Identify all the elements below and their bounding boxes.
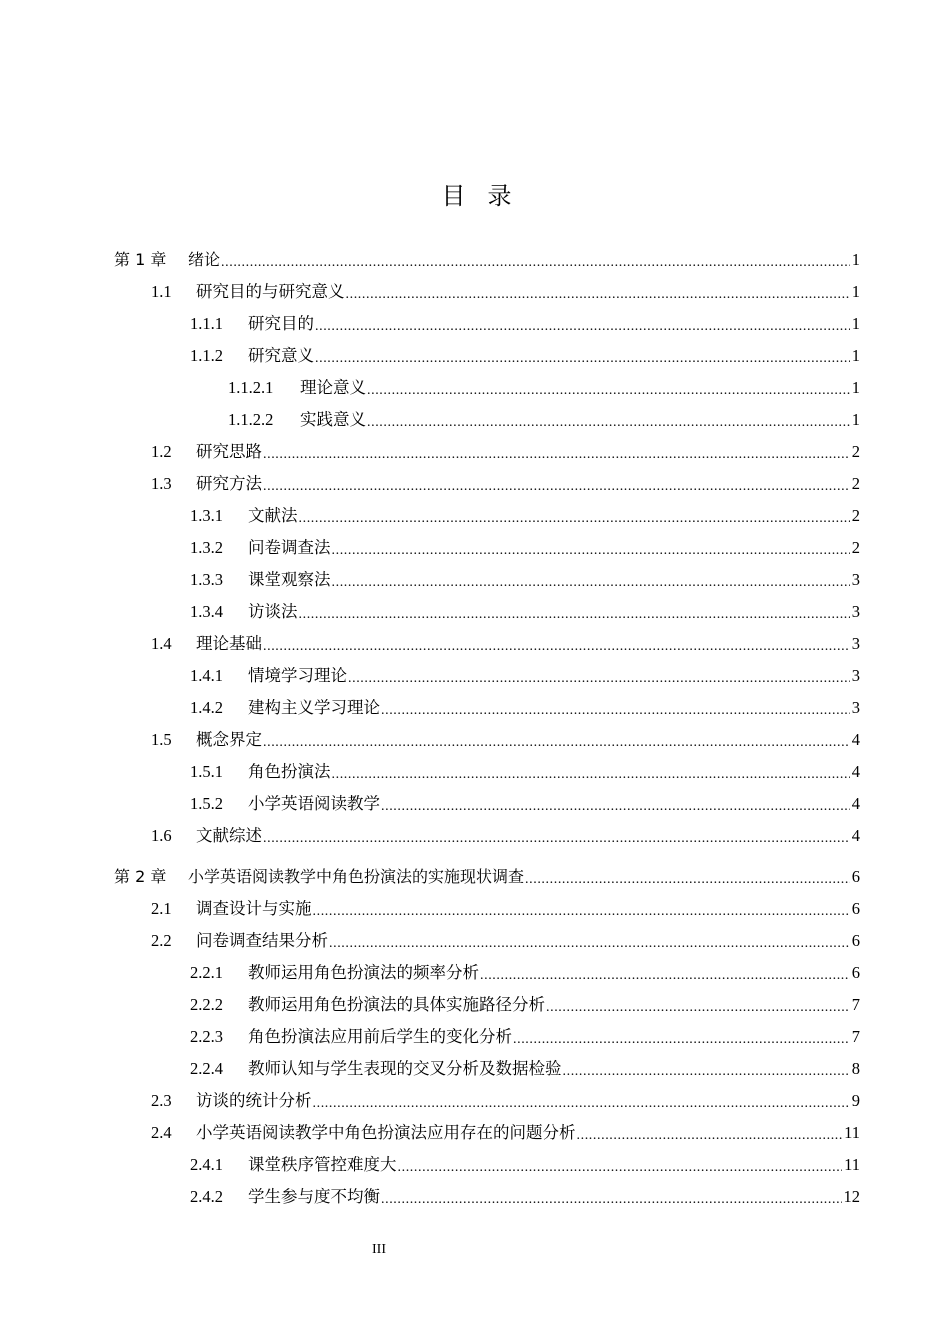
toc-entry[interactable] <box>114 661 860 691</box>
toc-entry-title: 访谈的统计分析 <box>196 1091 312 1110</box>
toc-dot-leader <box>313 1086 850 1116</box>
toc-entry[interactable] <box>114 1022 860 1052</box>
toc-entry-page: 3 <box>851 602 860 621</box>
toc-dot-leader <box>332 533 850 563</box>
toc-dot-leader <box>577 1118 843 1148</box>
toc-entry-page: 3 <box>851 570 860 589</box>
toc-entry-number: 2.2.2 <box>190 995 223 1014</box>
toc-heading: 目录 <box>441 182 534 210</box>
toc-entry-number: 2.2.3 <box>190 1027 223 1046</box>
toc-entry-page: 4 <box>851 730 860 749</box>
toc-entry-title: 小学英语阅读教学中角色扮演法应用存在的问题分析 <box>196 1123 576 1142</box>
toc-entry-title: 课堂秩序管控难度大 <box>248 1155 397 1174</box>
toc-dot-leader <box>525 862 850 892</box>
toc-entry-page: 12 <box>843 1187 860 1206</box>
toc-entry-page: 1 <box>851 250 860 269</box>
toc-entry-title: 研究目的 <box>248 314 314 333</box>
toc-dot-leader <box>546 990 850 1020</box>
toc-entry[interactable] <box>114 1150 860 1180</box>
toc-entry-title: 研究方法 <box>196 474 262 493</box>
toc-entry[interactable] <box>114 597 860 627</box>
toc-entry-title: 研究目的与研究意义 <box>196 282 345 301</box>
toc-dot-leader <box>299 597 850 627</box>
page-number-footer: III <box>372 1242 386 1257</box>
toc-dot-leader <box>332 565 850 595</box>
toc-entry[interactable] <box>114 990 860 1020</box>
toc-dot-leader <box>263 629 850 659</box>
toc-dot-leader <box>381 1182 842 1212</box>
toc-entry-number: 1.6 <box>151 826 172 845</box>
toc-dot-leader <box>315 341 850 371</box>
toc-entry[interactable] <box>114 629 860 659</box>
toc-entry-title: 课堂观察法 <box>248 570 331 589</box>
toc-dot-leader <box>513 1022 850 1052</box>
toc-entry-page: 9 <box>851 1091 860 1110</box>
toc-entry-number: 2.1 <box>151 899 172 918</box>
toc-entry-page: 3 <box>851 666 860 685</box>
toc-entry-page: 3 <box>851 634 860 653</box>
toc-entry-number: 1.3.3 <box>190 570 223 589</box>
toc-entry-title: 教师运用角色扮演法的频率分析 <box>248 963 479 982</box>
toc-dot-leader <box>480 958 850 988</box>
toc-entry-number: 1.1.1 <box>190 314 223 333</box>
toc-entry[interactable] <box>114 373 860 403</box>
toc-entry-title: 理论意义 <box>300 378 366 397</box>
toc-dot-leader <box>381 693 850 723</box>
toc-entry-title: 角色扮演法 <box>248 762 331 781</box>
toc-entry-number: 1.3.1 <box>190 506 223 525</box>
toc-dot-leader <box>313 894 850 924</box>
toc-entry-title: 小学英语阅读教学中角色扮演法的实施现状调查 <box>188 867 525 886</box>
toc-entry-number: 2.2.1 <box>190 963 223 982</box>
toc-entry-number: 第 1 章 <box>114 250 167 269</box>
toc-entry-number: 2.2 <box>151 931 172 950</box>
toc-entry-title: 问卷调查结果分析 <box>196 931 328 950</box>
toc-entry[interactable] <box>114 693 860 723</box>
toc-entry-title: 情境学习理论 <box>248 666 347 685</box>
toc-entry[interactable] <box>114 757 860 787</box>
toc-entry-number: 2.3 <box>151 1091 172 1110</box>
toc-entry[interactable] <box>114 926 860 956</box>
toc-entry-page: 6 <box>851 931 860 950</box>
toc-entry-number: 1.4 <box>151 634 172 653</box>
toc-entry-page: 4 <box>851 794 860 813</box>
toc-dot-leader <box>263 469 850 499</box>
toc-entry[interactable] <box>114 1054 860 1084</box>
toc-entry-title: 学生参与度不均衡 <box>248 1187 380 1206</box>
toc-entry[interactable] <box>114 1086 860 1116</box>
toc-entry[interactable] <box>114 1182 860 1212</box>
toc-dot-leader <box>263 821 850 851</box>
toc-entry-title: 研究意义 <box>248 346 314 365</box>
toc-entry-title: 理论基础 <box>196 634 262 653</box>
toc-entry[interactable] <box>114 821 860 851</box>
toc-entry-number: 1.2 <box>151 442 172 461</box>
toc-entry-page: 6 <box>851 963 860 982</box>
toc-dot-leader <box>263 437 850 467</box>
toc-entry-page: 4 <box>851 826 860 845</box>
toc-entry[interactable] <box>114 565 860 595</box>
toc-entry-page: 1 <box>851 314 860 333</box>
toc-entry-title: 文献法 <box>248 506 298 525</box>
toc-entry-title: 小学英语阅读教学 <box>248 794 380 813</box>
toc-entry[interactable] <box>114 309 860 339</box>
toc-entry-number: 1.1.2.1 <box>228 378 274 397</box>
toc-dot-leader <box>381 789 850 819</box>
toc-entry[interactable] <box>114 1118 860 1148</box>
toc-entry-number: 1.5.1 <box>190 762 223 781</box>
toc-dot-leader <box>263 725 850 755</box>
toc-entry-page: 6 <box>851 899 860 918</box>
toc-dot-leader <box>348 661 850 691</box>
toc-entry-page: 2 <box>851 474 860 493</box>
toc-entry[interactable] <box>114 725 860 755</box>
toc-entry-page: 11 <box>844 1123 860 1142</box>
toc-dot-leader <box>367 373 850 403</box>
toc-entry-page: 1 <box>851 410 860 429</box>
toc-entry[interactable] <box>114 277 860 307</box>
toc-entry-title: 调查设计与实施 <box>196 899 312 918</box>
toc-entry-number: 2.4.1 <box>190 1155 223 1174</box>
toc-entry-title: 概念界定 <box>196 730 262 749</box>
toc-entry-number: 第 2 章 <box>114 867 167 886</box>
toc-dot-leader <box>563 1054 850 1084</box>
toc-entry[interactable] <box>114 958 860 988</box>
toc-dot-leader <box>332 757 850 787</box>
toc-entry[interactable] <box>114 245 860 275</box>
toc-entry-number: 1.5 <box>151 730 172 749</box>
toc-entry[interactable] <box>114 469 860 499</box>
toc-dot-leader <box>398 1150 843 1180</box>
toc-entry-page: 2 <box>851 506 860 525</box>
toc-entry-title: 建构主义学习理论 <box>248 698 380 717</box>
toc-entry[interactable] <box>114 862 860 892</box>
toc-entry[interactable] <box>114 894 860 924</box>
toc-entry-page: 1 <box>851 282 860 301</box>
toc-entry[interactable] <box>114 501 860 531</box>
toc-dot-leader <box>221 245 850 275</box>
toc-entry[interactable] <box>114 533 860 563</box>
toc-entry[interactable] <box>114 405 860 435</box>
toc-entry-number: 1.4.2 <box>190 698 223 717</box>
toc-entry[interactable] <box>114 437 860 467</box>
toc-entry-number: 1.3.4 <box>190 602 223 621</box>
toc-entry-title: 问卷调查法 <box>248 538 331 557</box>
toc-entry-title: 实践意义 <box>300 410 366 429</box>
toc-entry-page: 11 <box>844 1155 860 1174</box>
toc-entry-page: 7 <box>851 1027 860 1046</box>
toc-entry-page: 6 <box>851 867 860 886</box>
toc-entry-page: 2 <box>851 538 860 557</box>
toc-entry-number: 1.4.1 <box>190 666 223 685</box>
toc-entry-title: 研究思路 <box>196 442 262 461</box>
toc-entry-number: 1.1 <box>151 282 172 301</box>
toc-entry-number: 1.1.2.2 <box>228 410 274 429</box>
toc-entry-number: 2.4 <box>151 1123 172 1142</box>
toc-entry-page: 1 <box>851 346 860 365</box>
toc-entry-page: 7 <box>851 995 860 1014</box>
toc-entry-title: 角色扮演法应用前后学生的变化分析 <box>248 1027 512 1046</box>
toc-entry-page: 8 <box>851 1059 860 1078</box>
toc-entry-title: 教师运用角色扮演法的具体实施路径分析 <box>248 995 545 1014</box>
toc-dot-leader <box>367 405 850 435</box>
toc-entry-page: 1 <box>851 378 860 397</box>
toc-entry-number: 1.5.2 <box>190 794 223 813</box>
toc-entry-page: 4 <box>851 762 860 781</box>
toc-entry-title: 访谈法 <box>248 602 298 621</box>
toc-entry-number: 2.2.4 <box>190 1059 223 1078</box>
toc-entry-title: 绪论 <box>188 250 221 269</box>
toc-entry-title: 教师认知与学生表现的交叉分析及数据检验 <box>248 1059 562 1078</box>
toc-entry-number: 1.3 <box>151 474 172 493</box>
toc-entry-number: 2.4.2 <box>190 1187 223 1206</box>
toc-entry[interactable] <box>114 341 860 371</box>
toc-entry-number: 1.3.2 <box>190 538 223 557</box>
toc-dot-leader <box>299 501 850 531</box>
toc-dot-leader <box>346 277 850 307</box>
toc-entry-number: 1.1.2 <box>190 346 223 365</box>
toc-dot-leader <box>315 309 850 339</box>
toc-entry-title: 文献综述 <box>196 826 262 845</box>
toc-entry-page: 3 <box>851 698 860 717</box>
toc-entry[interactable] <box>114 789 860 819</box>
toc-dot-leader <box>329 926 850 956</box>
toc-entry-page: 2 <box>851 442 860 461</box>
